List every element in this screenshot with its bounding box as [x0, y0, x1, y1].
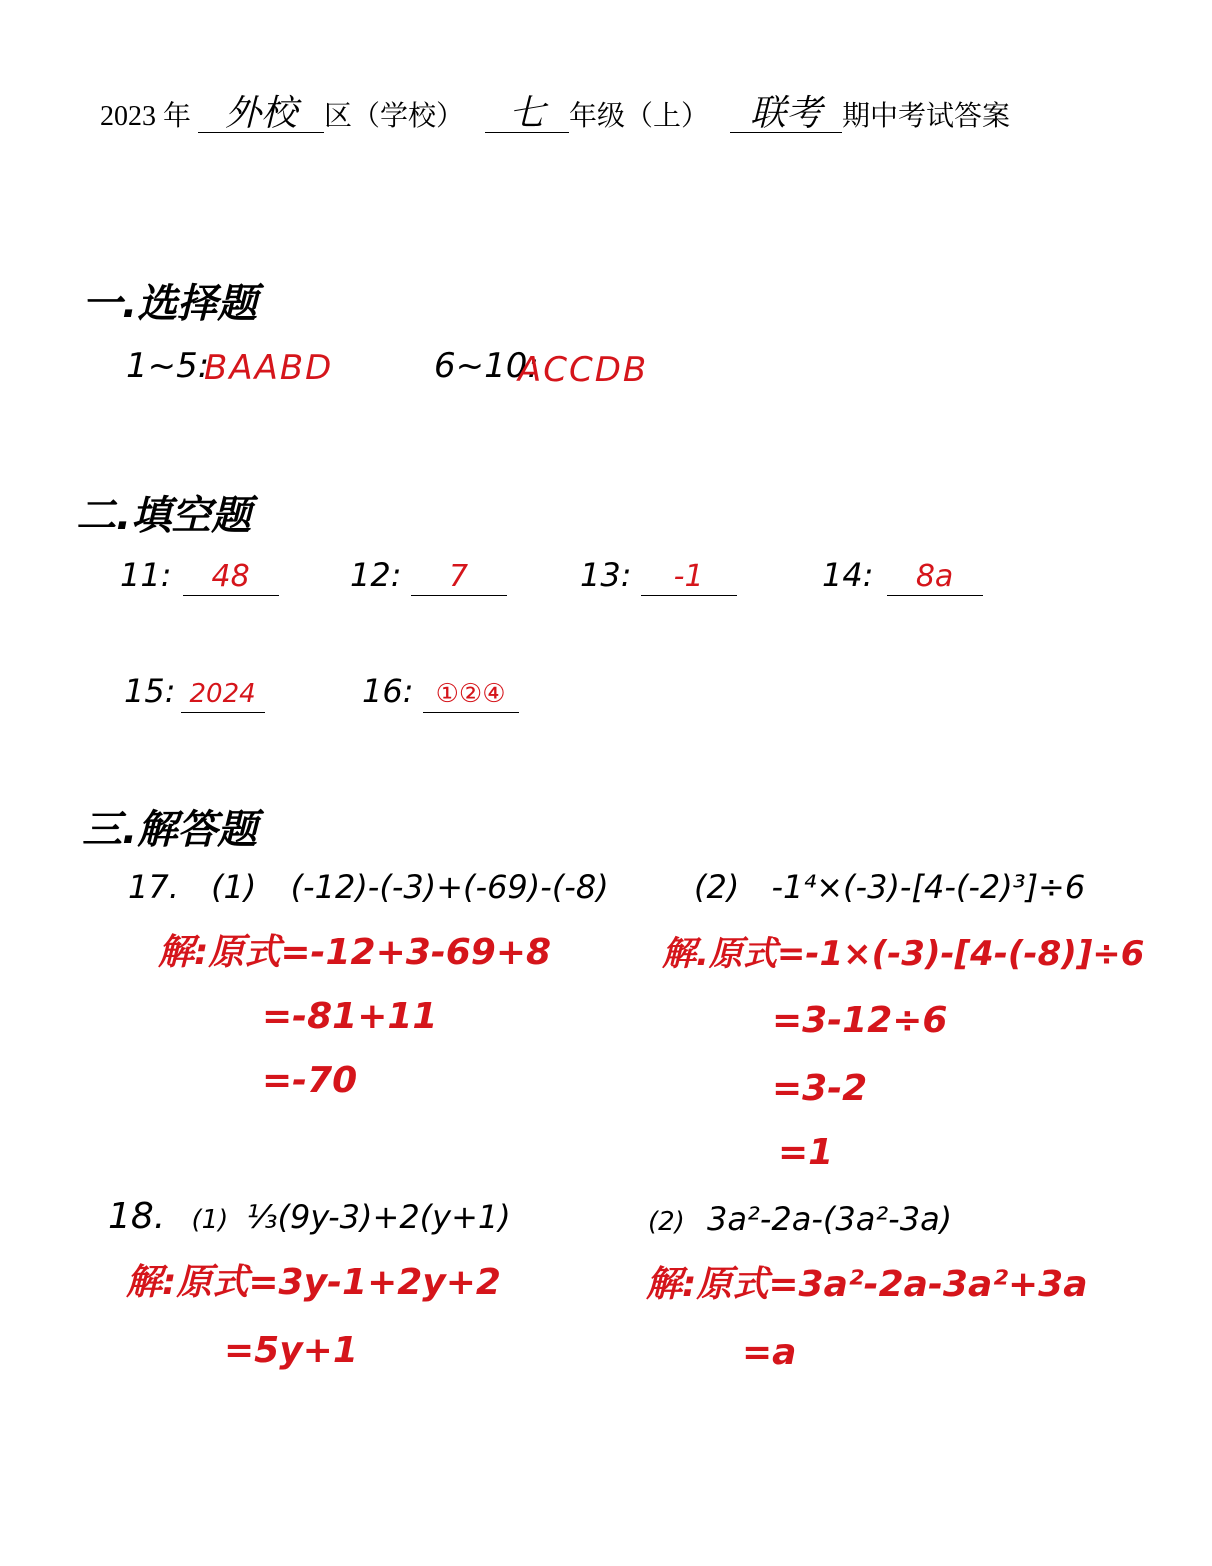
fill-item-16 [362, 672, 519, 713]
answer-sheet-header [100, 94, 1010, 134]
q18-part1-step-1: 解:原式=3y-1+2y+2 [126, 1262, 501, 1303]
q18-part1-step-2: =5y+1 [224, 1330, 358, 1371]
fill-item-label: 12: [350, 556, 402, 594]
q18-part1-problem [108, 1196, 511, 1237]
fill-item-answer: 2024 [181, 676, 265, 713]
district-handwritten: 外校 [225, 93, 298, 134]
fill-item-label: 11: [120, 556, 172, 594]
q18-number: 18. [108, 1196, 166, 1237]
fill-item-15 [124, 672, 265, 713]
fill-item-11 [120, 556, 279, 596]
fill-item-answer: 8a [887, 559, 983, 596]
fill-item-label: 13: [580, 556, 632, 594]
q17-part2-step-3: =3-2 [772, 1068, 868, 1109]
fill-item-label: 15: [124, 672, 176, 710]
fill-item-answer: 48 [183, 559, 279, 596]
fill-item-label: 16: [362, 672, 414, 710]
q17-part2-problem [694, 868, 1085, 906]
mc-group2-label: 6~10: [434, 346, 539, 386]
q18-part2-step-2: =a [742, 1332, 797, 1373]
q17-part1-label: (1) [211, 868, 257, 906]
mc-group1-label: 1~5: [126, 346, 210, 386]
grade-label: 年级（上） [569, 101, 710, 132]
q17-part2-step-2: =3-12÷6 [772, 1000, 948, 1041]
fill-item-14 [822, 556, 983, 596]
q17-part1-step-2: =-81+11 [262, 996, 438, 1037]
q18-part2-label: (2) [648, 1207, 685, 1237]
q18-part2-problem [648, 1200, 952, 1238]
fill-item-label: 14: [822, 556, 874, 594]
mc-group2-answers: ACCDB [518, 350, 649, 390]
exam-label: 期中考试答案 [842, 101, 1011, 132]
section2-title: 二.填空题 [76, 493, 252, 539]
district-label: 区（学校） [324, 101, 465, 132]
grade-blank [485, 93, 569, 134]
exam-blank [730, 93, 842, 134]
grade-handwritten: 七 [509, 93, 546, 134]
q18-part1-expression: ⅓(9y-3)+2(y+1) [246, 1198, 511, 1236]
q17-part1-expression: (-12)-(-3)+(-69)-(-8) [290, 868, 609, 906]
q18-part2-expression: 3a²-2a-(3a²-3a) [707, 1200, 953, 1238]
exam-handwritten: 联考 [750, 93, 823, 134]
q17-part2-step-4: =1 [778, 1132, 834, 1173]
q18-part1-label: (1) [191, 1205, 229, 1235]
q17-part1-step-1: 解:原式=-12+3-69+8 [158, 932, 552, 973]
q17-part1-problem [128, 868, 609, 906]
q17-part1-step-3: =-70 [262, 1060, 358, 1101]
fill-item-12 [350, 556, 507, 596]
q17-part2-expression: -1⁴×(-3)-[4-(-2)³]÷6 [771, 868, 1086, 906]
fill-item-answer: ①②④ [423, 676, 519, 713]
section1-title: 一.选择题 [82, 281, 258, 327]
district-blank [198, 93, 324, 134]
q17-number: 17. [128, 868, 179, 906]
q18-part2-step-1: 解:原式=3a²-2a-3a²+3a [646, 1264, 1088, 1305]
fill-item-answer: -1 [641, 559, 737, 596]
fill-item-13 [580, 556, 737, 596]
q17-part2-label: (2) [694, 868, 740, 906]
q17-part2-step-1: 解.原式=-1×(-3)-[4-(-8)]÷6 [662, 934, 1145, 974]
section3-title: 三.解答题 [82, 807, 258, 853]
mc-group1-answers: BAABD [204, 348, 334, 388]
fill-item-answer: 7 [411, 559, 507, 596]
header-year: 2023 年 [100, 101, 192, 132]
